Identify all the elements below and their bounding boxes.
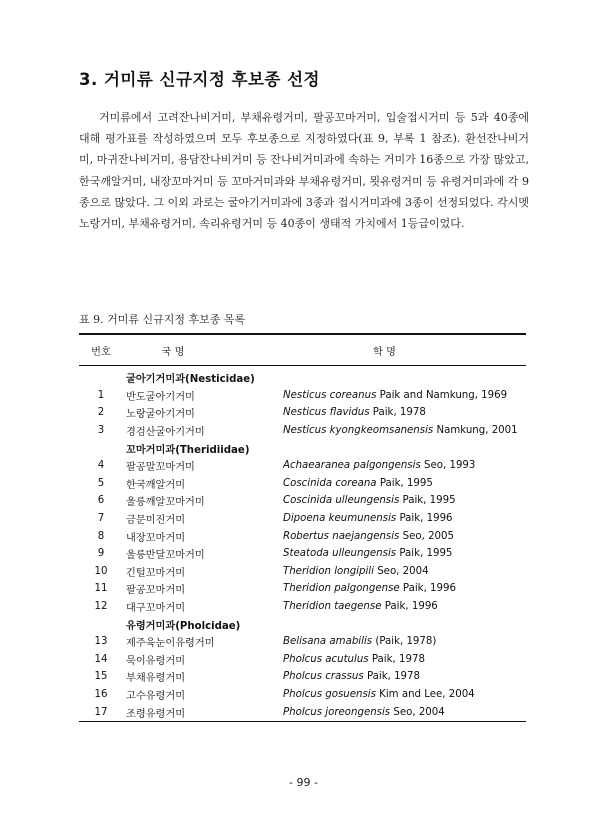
scientific-name-cell [283, 598, 526, 616]
scientific-name: Coscinida ulleungensis [283, 495, 400, 507]
row-number: 11 [94, 583, 108, 595]
species-row [79, 598, 526, 616]
row-number: 1 [97, 389, 105, 401]
korean-name: 부채유령거미 [126, 673, 186, 685]
korean-name: 대구꼬마거미 [126, 603, 186, 615]
scientific-name: Pholcus crassus [283, 671, 364, 683]
candidate-species-table [79, 333, 526, 722]
author-year: Paik, 1978 [372, 407, 426, 419]
row-number: 15 [94, 671, 108, 683]
korean-name: 팔공꼬마거미 [126, 585, 186, 597]
species-row [79, 457, 526, 475]
row-number: 13 [94, 636, 108, 648]
row-number: 17 [79, 703, 123, 721]
scientific-name: Belisana amabilis [283, 636, 373, 648]
scientific-name: Coscinida coreana [283, 477, 377, 489]
row-number: 12 [94, 601, 108, 613]
korean-name: 울릉반달꼬마거미 [126, 550, 205, 562]
author-year: Kim and Lee, 2004 [379, 688, 475, 700]
korean-name: 내장꼬마거미 [126, 532, 186, 544]
family-row [79, 369, 526, 387]
scientific-name-cell [283, 475, 526, 493]
row-number: 7 [97, 513, 105, 525]
scientific-name-cell [283, 545, 526, 563]
table-caption: 표 9. 거미류 신규지정 후보종 목록 [79, 313, 246, 326]
row-number: 9 [97, 548, 105, 560]
scientific-name-cell [283, 651, 526, 669]
species-row [79, 510, 526, 528]
table-header-row [79, 334, 526, 366]
row-number-empty [79, 615, 123, 633]
row-number-empty [79, 369, 123, 387]
scientific-name: Steatoda ulleungensis [283, 548, 397, 560]
korean-name: 제주육눈이유령거미 [126, 638, 215, 650]
scientific-name: Pholcus acutulus [283, 653, 369, 665]
scientific-name-cell [283, 457, 526, 475]
table-body [79, 369, 526, 721]
header-korean-name: 국 명 [123, 334, 283, 366]
scientific-name: Theridion longipili [283, 565, 374, 577]
species-row [79, 563, 526, 581]
species-row [79, 580, 526, 598]
species-row [79, 633, 526, 651]
row-number: 16 [94, 688, 108, 700]
author-year: Paik, 1996 [402, 583, 456, 595]
author-year: (Paik, 1978) [375, 636, 437, 648]
scientific-name-cell [283, 527, 526, 545]
family-name: 유령거미과(Pholcidae) [126, 620, 241, 632]
species-row [79, 703, 526, 721]
korean-name: 긴털꼬마거미 [126, 567, 186, 579]
species-row [79, 492, 526, 510]
row-number: 5 [97, 477, 105, 489]
author-year: Paik, 1978 [371, 653, 425, 665]
header-scientific-name: 학 명 [283, 334, 526, 366]
korean-name: 울릉깨알꼬마거미 [126, 497, 205, 509]
scientific-name: Nesticus coreanus [283, 389, 377, 401]
family-row [79, 615, 526, 633]
scientific-name-cell [283, 563, 526, 581]
scientific-name-cell [283, 633, 526, 651]
author-year: Paik, 1996 [399, 513, 453, 525]
korean-name: 한국깨알거미 [126, 479, 186, 491]
scientific-name: Achaearanea palgongensis [283, 460, 421, 472]
row-number: 10 [94, 565, 108, 577]
author-year: Paik, 1995 [379, 477, 433, 489]
korean-name: 반도굴아기거미 [126, 391, 195, 403]
species-row [79, 668, 526, 686]
scientific-name-cell [283, 404, 526, 422]
scientific-name-cell [283, 686, 526, 704]
scientific-name: Theridion taegense [283, 601, 382, 613]
scientific-name-cell [283, 387, 526, 405]
scientific-name: Nesticus kyongkeomsanensis [283, 425, 434, 437]
korean-name: 금문미진거미 [126, 515, 186, 527]
scientific-name-cell [283, 703, 526, 721]
author-year: Paik, 1995 [399, 548, 453, 560]
page-number: - 99 - [289, 776, 318, 789]
species-row [79, 387, 526, 405]
species-row [79, 545, 526, 563]
row-number: 8 [97, 530, 105, 542]
scientific-name-cell [283, 668, 526, 686]
author-year: Seo, 1993 [424, 460, 476, 472]
author-year: Seo, 2004 [393, 706, 445, 718]
korean-name: 노랑굴아기거미 [126, 409, 195, 421]
row-number: 4 [97, 460, 105, 472]
author-year: Seo, 2004 [377, 565, 429, 577]
scientific-name: Theridion palgongense [283, 583, 400, 595]
korean-name: 묵이유령거미 [126, 655, 186, 667]
korean-name: 고수유령거미 [126, 690, 186, 702]
species-row [79, 651, 526, 669]
body-paragraph: 거미류에서 고려잔나비거미, 부채유령거미, 팔공꼬마거미, 입술접시거미 등 5과 40종에 대해 평가표를 작성하였으며 모두 후보종으로 지정하였다(표 9, 부록 1 참조). 환선잔나비거미, 마귀잔나비거미, 용담잔나비거미 등 잔나비거미과에 속하는 거미가 16종으로 가장 많았고, 한국깨알거미, 내장꼬마거미 등 꼬마거미과와 부채유령거미, 묏유령거미 등 유령거미과에 각 9종으로 많았다. 그 이외 과로는 굴아기거미과에 3종과 접시거미과에 3종이 선정되었다. 각시멧노랑거미, 부채유령거미, 속리유령거미 등 40종이 생태적 가치에서 1등급이었다. [79, 111, 529, 231]
section-title: 3. 거미류 신규지정 후보종 선정 [79, 70, 320, 89]
species-row [79, 422, 526, 440]
family-row [79, 439, 526, 457]
author-year: Namkung, 2001 [436, 425, 518, 437]
row-number: 14 [94, 653, 108, 665]
species-row [79, 404, 526, 422]
scientific-name: Pholcus gosuensis [283, 688, 376, 700]
author-year: Paik and Namkung, 1969 [379, 389, 508, 401]
family-name: 굴아기거미과(Nesticidae) [126, 374, 255, 386]
author-year: Paik, 1995 [402, 495, 456, 507]
scientific-name: Robertus naejangensis [283, 530, 400, 542]
header-number: 번호 [79, 334, 123, 366]
scientific-name: Pholcus joreongensis [283, 706, 391, 718]
author-year: Paik, 1996 [384, 601, 438, 613]
scientific-name-cell [283, 492, 526, 510]
scientific-name: Dipoena keumunensis [283, 513, 397, 525]
scientific-name: Nesticus flavidus [283, 407, 370, 419]
scientific-name-cell [283, 422, 526, 440]
species-row [79, 475, 526, 493]
species-row [79, 527, 526, 545]
scientific-name-cell [283, 510, 526, 528]
korean-name: 경검산굴아기거미 [126, 427, 205, 439]
author-year: Paik, 1978 [366, 671, 420, 683]
scientific-name-cell [283, 580, 526, 598]
family-name: 꼬마거미과(Theridiidae) [126, 444, 250, 456]
korean-name: 조령유령거미 [123, 703, 283, 721]
species-row [79, 686, 526, 704]
row-number: 3 [97, 425, 105, 437]
author-year: Seo, 2005 [402, 530, 454, 542]
row-number: 6 [97, 495, 105, 507]
korean-name: 팔공말꼬마거미 [126, 462, 195, 474]
row-number: 2 [97, 407, 105, 419]
row-number-empty [79, 439, 123, 457]
